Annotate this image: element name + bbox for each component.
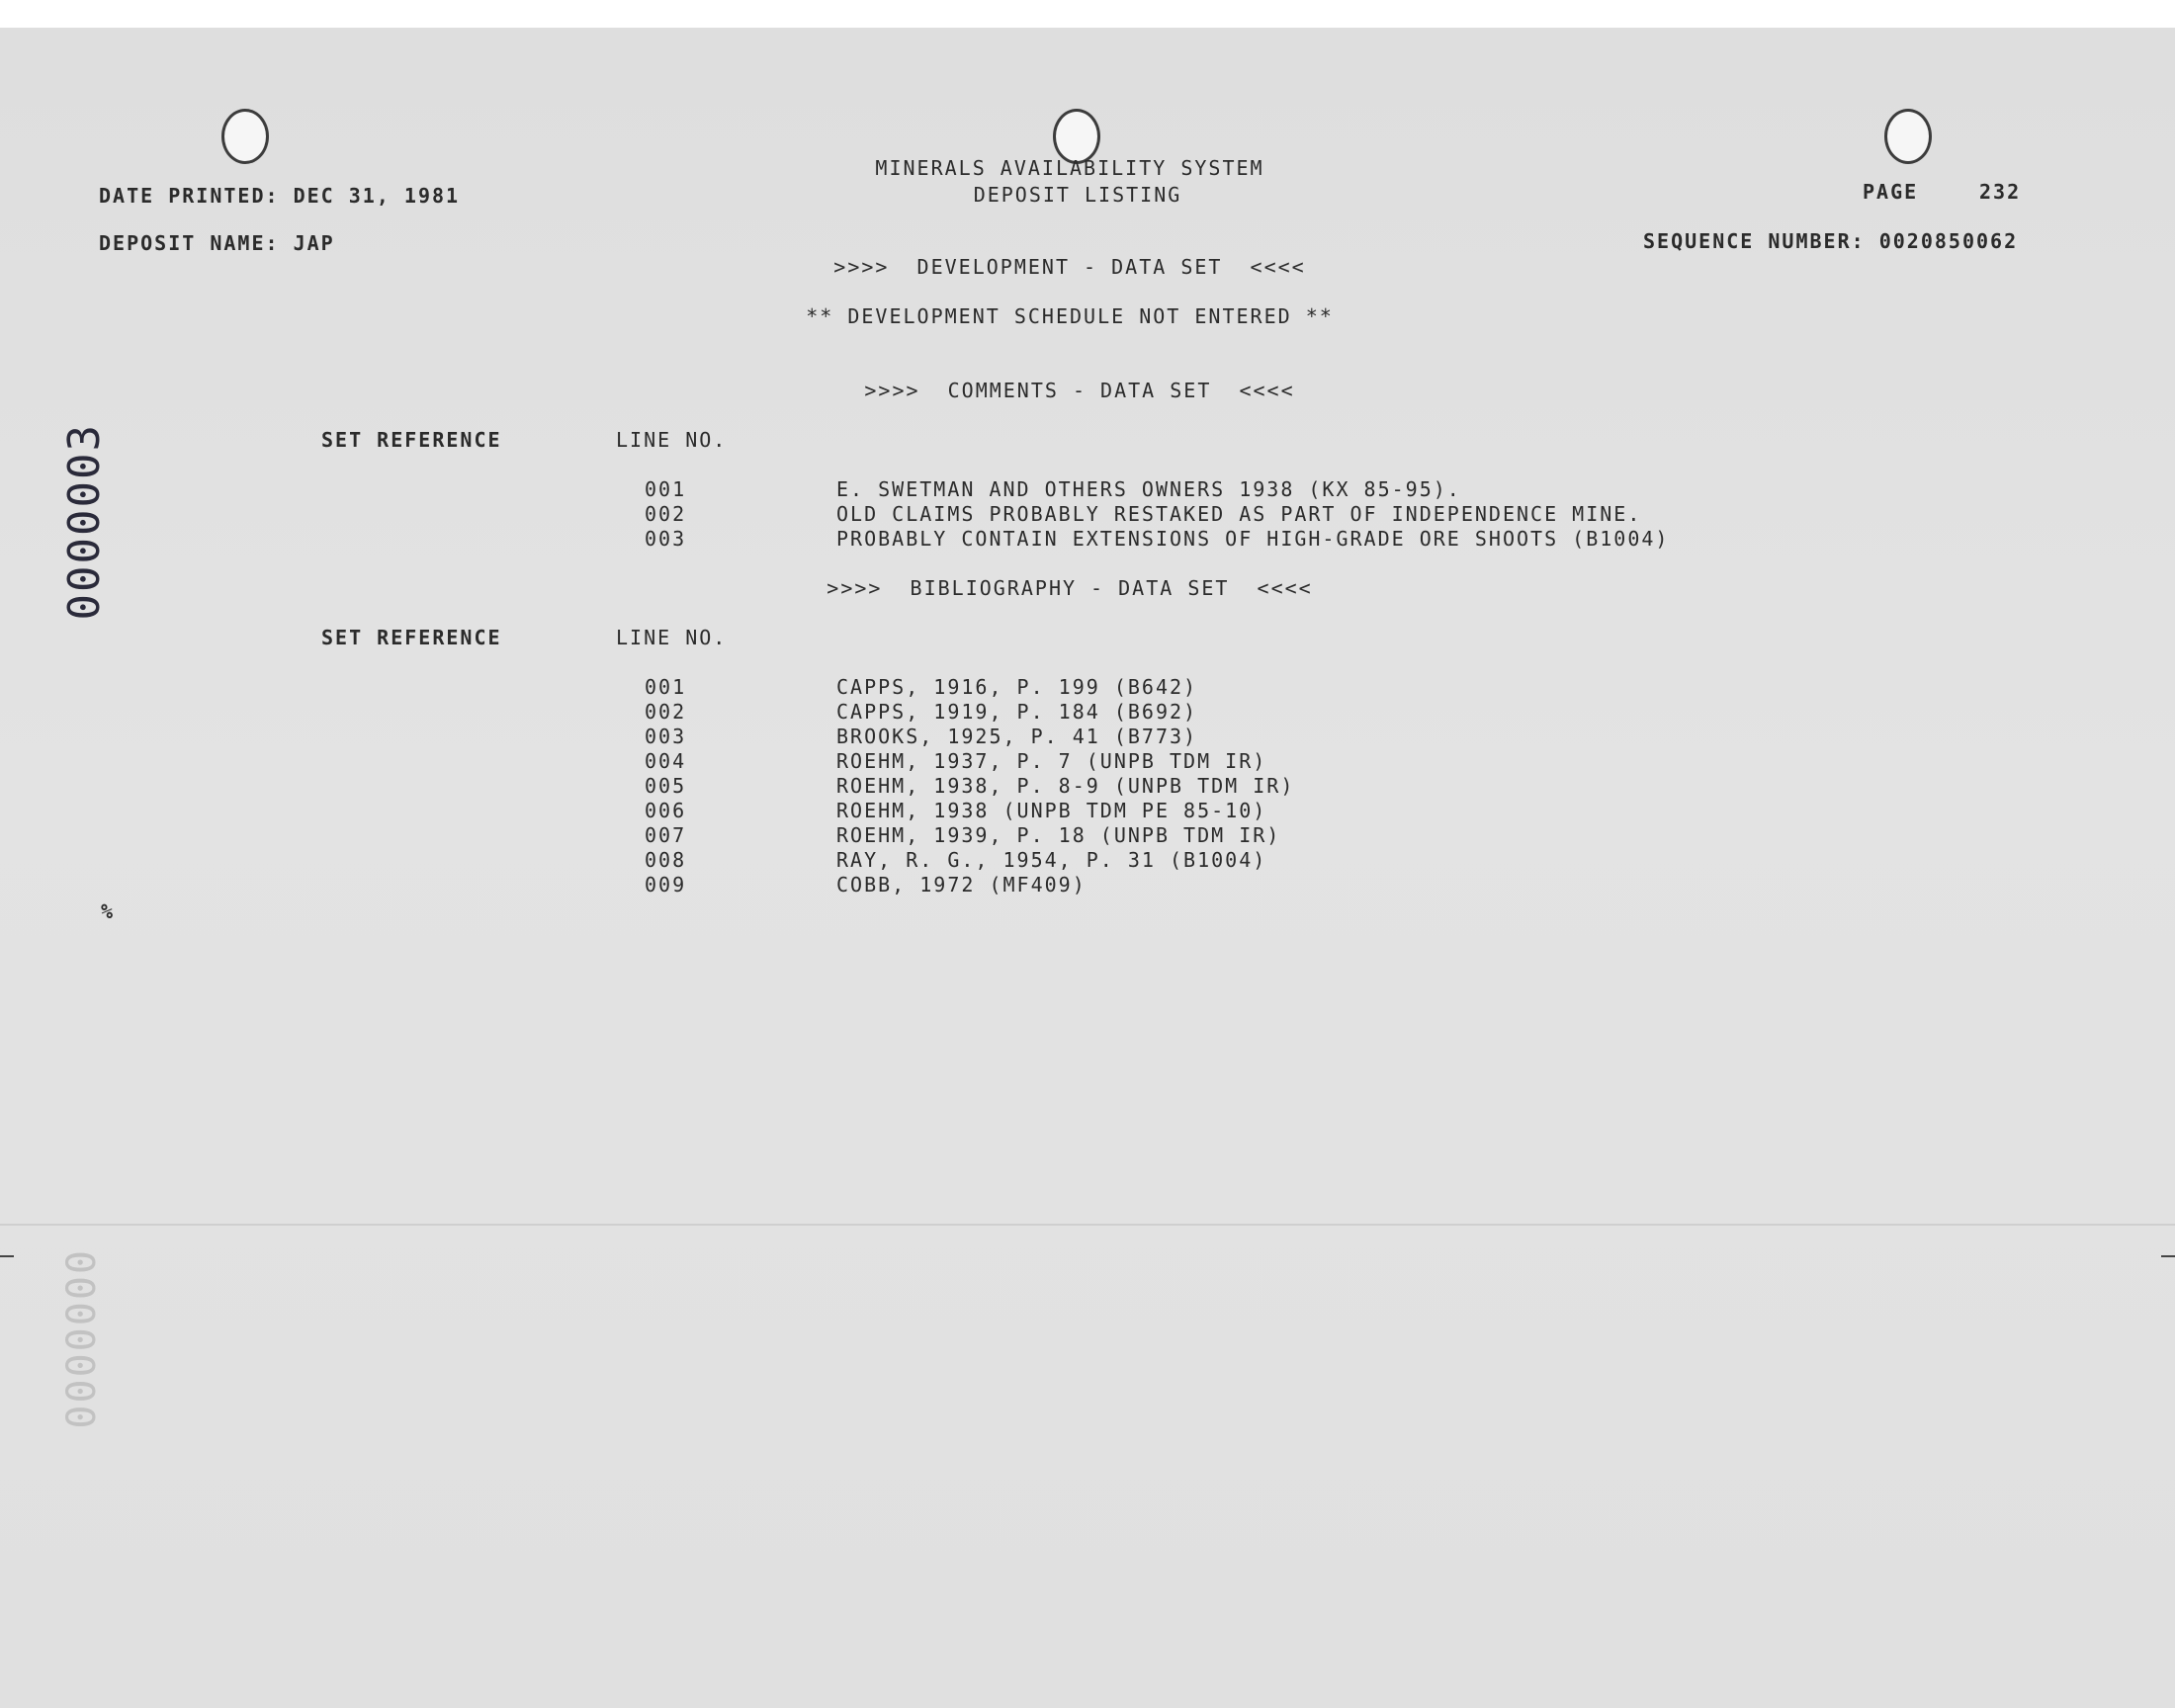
system-title: MINERALS AVAILABILITY SYSTEM <box>875 156 1264 180</box>
page-fold-line <box>0 1224 2175 1226</box>
bibliography-line-number: 002 <box>645 700 687 724</box>
page-number: 232 <box>1979 180 2022 204</box>
comment-line-number: 001 <box>645 477 687 501</box>
bibliography-line-number: 008 <box>645 848 687 872</box>
bibliography-line-number: 003 <box>645 725 687 748</box>
page-label: PAGE <box>1863 180 1919 204</box>
bibliography-line-no-label: LINE NO. <box>616 626 728 649</box>
date-printed: DATE PRINTED: DEC 31, 1981 <box>99 184 461 208</box>
margin-stamp-faint: 0000000 <box>59 1248 105 1429</box>
margin-stamp: 0000003 <box>59 423 110 621</box>
bibliography-text: ROEHM, 1937, P. 7 (UNPB TDM IR) <box>836 749 1267 773</box>
punch-hole-right <box>1884 109 1932 164</box>
edge-tick-left <box>0 1255 14 1257</box>
bibliography-line-number: 005 <box>645 774 687 798</box>
bibliography-text: BROOKS, 1925, P. 41 (B773) <box>836 725 1198 748</box>
development-note: ** DEVELOPMENT SCHEDULE NOT ENTERED ** <box>806 304 1334 328</box>
comment-line-number: 002 <box>645 502 687 526</box>
bibliography-text: CAPPS, 1919, P. 184 (B692) <box>836 700 1198 724</box>
bibliography-heading: >>>> BIBLIOGRAPHY - DATA SET <<<< <box>826 576 1313 600</box>
bibliography-line-number: 009 <box>645 873 687 897</box>
edge-tick-right <box>2161 1255 2175 1257</box>
deposit-name: DEPOSIT NAME: JAP <box>99 231 335 255</box>
bibliography-text: COBB, 1972 (MF409) <box>836 873 1087 897</box>
punch-hole-left <box>221 109 269 164</box>
bibliography-line-number: 006 <box>645 799 687 822</box>
comments-set-reference-label: SET REFERENCE <box>321 428 502 452</box>
document-page <box>0 28 2175 1708</box>
bibliography-text: ROEHM, 1938, P. 8-9 (UNPB TDM IR) <box>836 774 1295 798</box>
bibliography-set-reference-label: SET REFERENCE <box>321 626 502 649</box>
development-heading: >>>> DEVELOPMENT - DATA SET <<<< <box>833 255 1306 279</box>
bibliography-text: ROEHM, 1939, P. 18 (UNPB TDM IR) <box>836 823 1281 847</box>
end-marker: % <box>101 899 116 923</box>
comment-text: E. SWETMAN AND OTHERS OWNERS 1938 (KX 85-95). <box>836 477 1461 501</box>
bibliography-text: ROEHM, 1938 (UNPB TDM PE 85-10) <box>836 799 1267 822</box>
comments-line-no-label: LINE NO. <box>616 428 728 452</box>
comment-text: PROBABLY CONTAIN EXTENSIONS OF HIGH-GRADE ORE SHOOTS (B1004) <box>836 527 1670 551</box>
bibliography-line-number: 001 <box>645 675 687 699</box>
comment-line-number: 003 <box>645 527 687 551</box>
bibliography-line-number: 007 <box>645 823 687 847</box>
bibliography-text: CAPPS, 1916, P. 199 (B642) <box>836 675 1198 699</box>
bibliography-line-number: 004 <box>645 749 687 773</box>
listing-title: DEPOSIT LISTING <box>973 183 1182 207</box>
comments-heading: >>>> COMMENTS - DATA SET <<<< <box>864 379 1295 402</box>
sequence-number: SEQUENCE NUMBER: 0020850062 <box>1643 229 2019 253</box>
bibliography-text: RAY, R. G., 1954, P. 31 (B1004) <box>836 848 1267 872</box>
comment-text: OLD CLAIMS PROBABLY RESTAKED AS PART OF INDEPENDENCE MINE. <box>836 502 1642 526</box>
